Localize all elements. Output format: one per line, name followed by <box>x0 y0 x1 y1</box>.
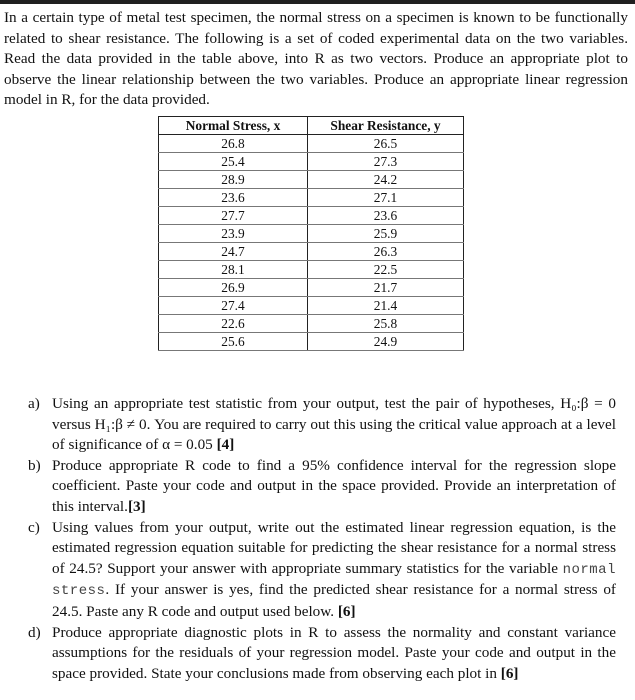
cell-shear-resistance: 25.8 <box>308 315 464 333</box>
cell-shear-resistance: 24.9 <box>308 333 464 351</box>
question-label: d) <box>28 623 41 641</box>
cell-normal-stress: 24.7 <box>159 243 308 261</box>
top-border <box>0 0 635 4</box>
cell-shear-resistance: 23.6 <box>308 207 464 225</box>
cell-normal-stress: 26.9 <box>159 279 308 297</box>
header-shear-resistance: Shear Resistance, y <box>308 117 464 135</box>
cell-shear-resistance: 26.5 <box>308 135 464 153</box>
cell-normal-stress: 25.4 <box>159 153 308 171</box>
question-b <box>28 456 616 518</box>
question-text <box>52 394 616 456</box>
table-row <box>159 189 464 207</box>
question-label: a) <box>28 395 40 412</box>
table-row <box>159 243 464 261</box>
question-list <box>28 394 616 684</box>
cell-normal-stress: 28.1 <box>159 261 308 279</box>
table-row <box>159 225 464 243</box>
cell-shear-resistance: 21.7 <box>308 279 464 297</box>
cell-normal-stress: 22.6 <box>159 315 308 333</box>
question-c <box>28 518 616 623</box>
cell-shear-resistance: 24.2 <box>308 171 464 189</box>
question-text <box>52 623 616 685</box>
code-variable-name: normal stress <box>52 561 616 600</box>
question-marks: [6] <box>500 664 519 682</box>
cell-shear-resistance: 21.4 <box>308 297 464 315</box>
cell-shear-resistance: 26.3 <box>308 243 464 261</box>
cell-normal-stress: 27.7 <box>159 207 308 225</box>
intro-text: In a certain type of metal test specimen, the normal stress on a specimen is known to be functionally related to shear resistance. The following is a set of coded experimental data on the two variables. Read the data provided in the table above, into R as two vectors. Produce an appropriate plot to observe the linear relationship between the two variables. Produce an appropriate linear regression model in R, for the data provided. <box>4 9 628 109</box>
question-label: c) <box>28 518 40 536</box>
table-row <box>159 297 464 315</box>
intro-paragraph <box>4 8 628 111</box>
cell-normal-stress: 23.6 <box>159 189 308 207</box>
question-label: b) <box>28 456 41 474</box>
question-text <box>52 518 616 623</box>
table-row <box>159 315 464 333</box>
data-table <box>158 116 464 351</box>
question-a-body: Using an appropriate test statistic from your output, test the pair of hypotheses, H₀:β = 0 versus H₁:β ≠ 0. You are required to carry out this using the critical value approach at a level of significance of α = 0.05 <box>52 395 616 454</box>
table-row <box>159 333 464 351</box>
table-row <box>159 207 464 225</box>
table-row <box>159 261 464 279</box>
question-a <box>28 394 616 456</box>
cell-normal-stress: 26.8 <box>159 135 308 153</box>
question-d <box>28 623 616 685</box>
cell-shear-resistance: 27.1 <box>308 189 464 207</box>
cell-shear-resistance: 25.9 <box>308 225 464 243</box>
table-header-row <box>159 117 464 135</box>
question-marks: [4] <box>216 436 235 454</box>
question-marks: [6] <box>337 602 356 620</box>
table-row <box>159 279 464 297</box>
cell-shear-resistance: 22.5 <box>308 261 464 279</box>
cell-normal-stress: 25.6 <box>159 333 308 351</box>
cell-normal-stress: 28.9 <box>159 171 308 189</box>
cell-shear-resistance: 27.3 <box>308 153 464 171</box>
table-row <box>159 171 464 189</box>
question-b-body: Produce appropriate R code to find a 95% confidence interval for the regression slope coefficient. Paste your code and output in the space provided. Provide an interpretation of this interval. <box>52 456 616 515</box>
cell-normal-stress: 27.4 <box>159 297 308 315</box>
table-row <box>159 153 464 171</box>
header-normal-stress: Normal Stress, x <box>159 117 308 135</box>
table-row <box>159 135 464 153</box>
cell-normal-stress: 23.9 <box>159 225 308 243</box>
question-c-body: Using values from your output, write out the estimated linear regression equation, is the estimated regression equation suitable for predicting the shear resistance for a normal stress of 24.5? Support your answer with appropriate summary statistics for the variable <box>52 518 616 577</box>
question-c-body-2: . If your answer is yes, find the predicted shear resistance for a normal stress of 24.5. Paste any R code and output used below. <box>52 581 616 620</box>
question-text <box>52 456 616 518</box>
question-d-body: Produce appropriate diagnostic plots in R to assess the normality and constant variance assumptions for the residuals of your regression model. Paste your code and output in the space provided. State your conclusions made from observing each plot in <box>52 623 616 682</box>
question-marks: [3] <box>127 497 146 515</box>
